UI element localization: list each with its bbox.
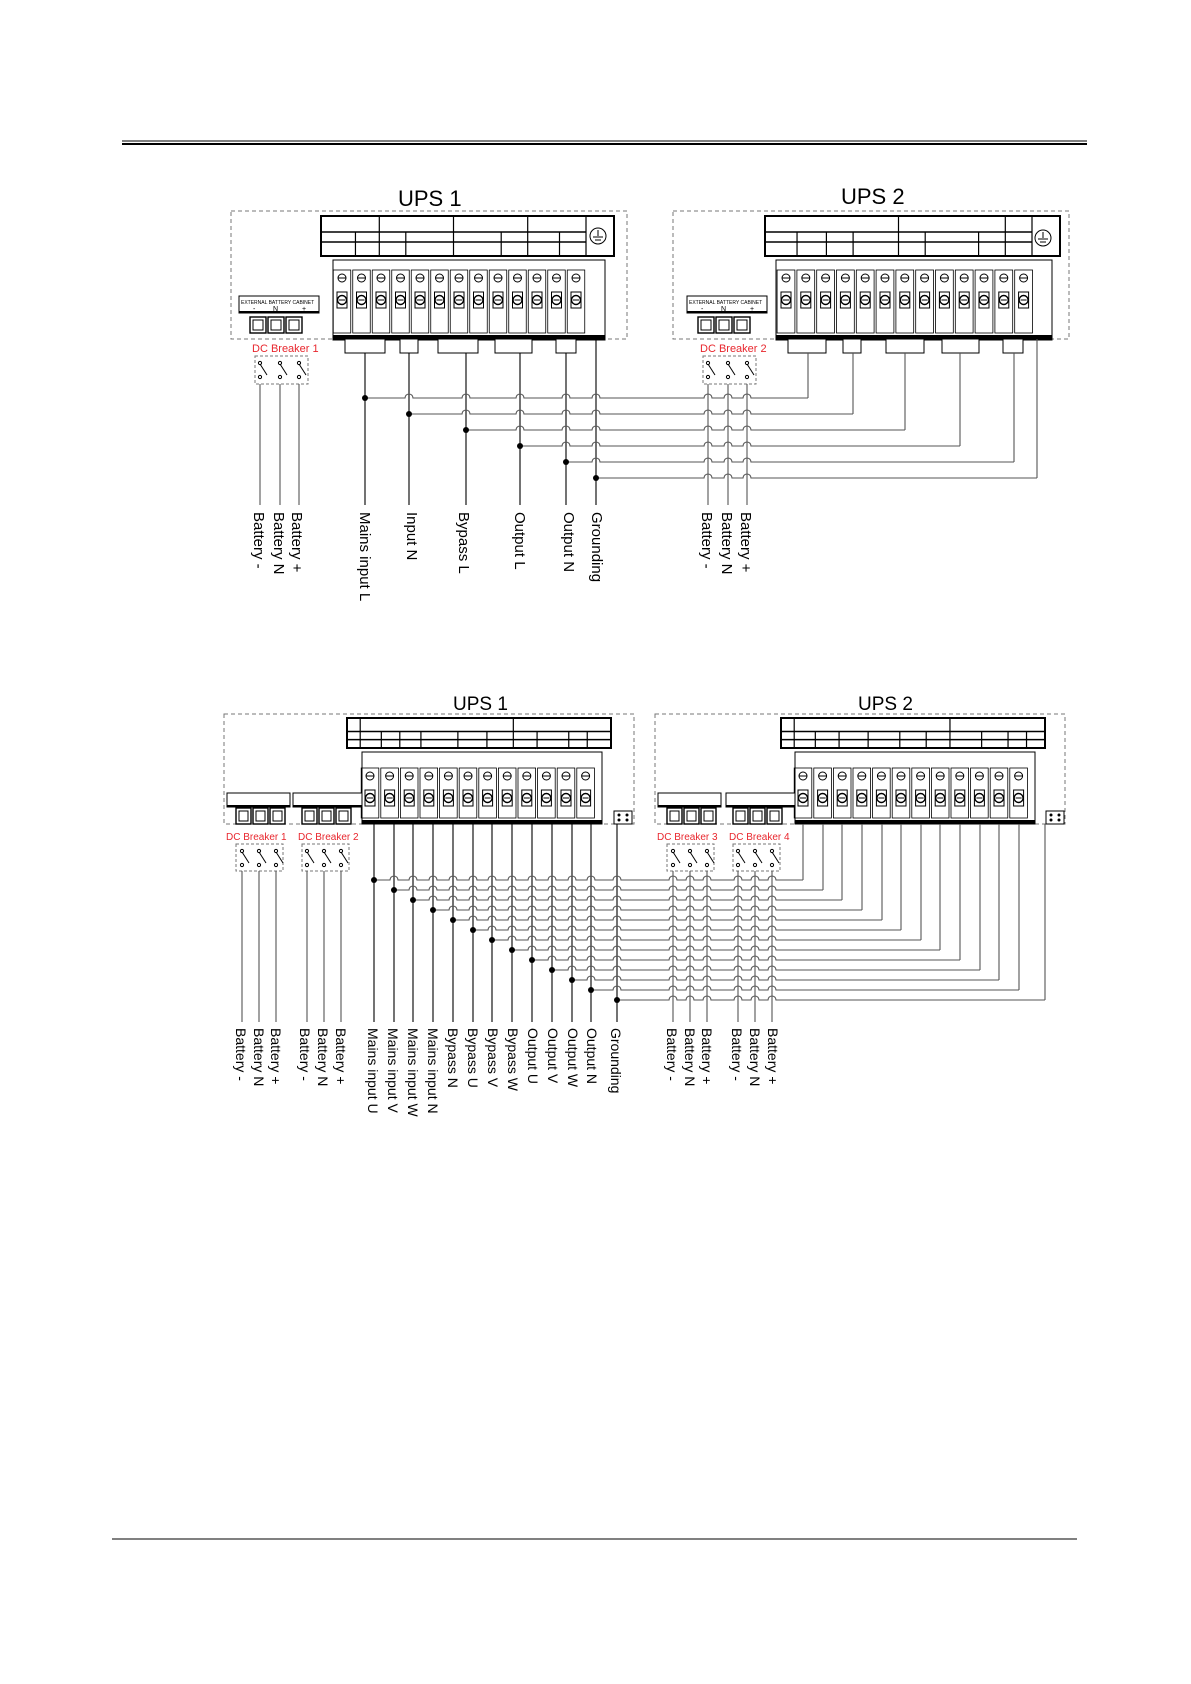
battery-terminal	[734, 317, 750, 333]
label-output-n: Output N	[560, 512, 577, 573]
wire	[433, 906, 862, 910]
battery-terminal	[684, 808, 699, 824]
terminal	[431, 270, 449, 333]
junction-dot	[529, 957, 535, 963]
label-battery-minus: Battery -	[664, 1028, 680, 1081]
junction-dot	[406, 411, 412, 417]
breaker-switch	[305, 849, 314, 866]
d1-ups2-terminal-block	[776, 260, 1052, 353]
terminal	[528, 270, 546, 333]
label-grounding: Grounding	[608, 1028, 624, 1094]
battery-terminal	[733, 808, 748, 824]
junction-dot	[549, 967, 555, 973]
header-rule	[122, 141, 1087, 144]
d2-ups2-panel	[781, 718, 1045, 748]
terminal	[509, 270, 527, 333]
label-battery-n: Battery N	[718, 512, 735, 575]
d2-battery-cabinet-1	[227, 793, 290, 824]
terminal	[856, 270, 874, 333]
d1-ups2-battery-cabinet	[687, 296, 767, 333]
diagram-three-phase	[224, 694, 1065, 1117]
wire	[473, 926, 901, 930]
d2-ups1-wire-labels	[233, 1028, 624, 1117]
terminal	[817, 270, 835, 333]
terminal	[498, 768, 516, 818]
d2-ups1-panel	[347, 718, 611, 748]
terminal	[853, 768, 871, 818]
label-bypass-l: Bypass L	[455, 512, 472, 574]
terminal	[777, 270, 795, 333]
battery-terminal	[268, 317, 284, 333]
label-mains-input-l: Mains input L	[356, 512, 373, 602]
breaker-switch	[688, 849, 697, 866]
battery-terminal	[750, 808, 765, 824]
wire	[572, 976, 999, 980]
terminal	[489, 270, 507, 333]
d2-dc-breaker-3: DC Breaker 3	[657, 832, 718, 843]
d2-ups2-unit	[655, 694, 1065, 871]
label-output-v: Output V	[545, 1028, 561, 1084]
terminal	[916, 270, 934, 333]
d2-ups2-wire-labels	[664, 1028, 781, 1086]
label-battery-plus: Battery +	[268, 1028, 284, 1085]
terminal	[450, 270, 468, 333]
label-battery-plus: Battery +	[765, 1028, 781, 1085]
label-battery-minus: Battery -	[729, 1028, 745, 1081]
battery-terminals	[302, 808, 351, 824]
junction-dot	[593, 475, 599, 481]
junction-dot	[450, 917, 456, 923]
wire	[520, 442, 960, 446]
label-bypass-u: Bypass U	[465, 1028, 481, 1088]
breaker-switch	[339, 849, 348, 866]
battery-terminals	[667, 808, 716, 824]
terminal	[990, 768, 1008, 818]
terminal	[975, 270, 993, 333]
battery-terminals	[250, 317, 302, 333]
breaker-switch	[706, 361, 715, 378]
label-battery-n: Battery N	[270, 512, 287, 575]
breaker-switch	[671, 849, 680, 866]
d1-ups1-terminal-block	[333, 260, 605, 353]
dc-breaker-switches	[706, 361, 754, 378]
terminal	[951, 768, 969, 818]
terminal	[381, 768, 399, 818]
d1-ups2-wire-labels	[698, 512, 754, 575]
terminal	[896, 270, 914, 333]
junction-dot	[517, 443, 523, 449]
d2-interconnect-wires	[242, 824, 1045, 1022]
terminal	[912, 768, 930, 818]
terminal	[936, 270, 954, 333]
breaker-switch	[257, 849, 266, 866]
terminal	[955, 270, 973, 333]
junction-dot	[371, 877, 377, 883]
terminal-bracket	[495, 339, 532, 353]
wire	[365, 394, 808, 398]
breaker-switch	[726, 361, 735, 378]
terminal	[400, 768, 418, 818]
junction-dot	[470, 927, 476, 933]
terminal	[995, 270, 1013, 333]
label-battery-n: Battery N	[251, 1028, 267, 1087]
wire	[453, 916, 882, 920]
terminal	[876, 270, 894, 333]
terminal-bracket	[345, 339, 385, 353]
battery-terminal	[302, 808, 317, 824]
battery-terminal	[236, 808, 251, 824]
breaker-switch	[278, 361, 287, 378]
wire	[591, 986, 1019, 990]
d2-battery-cabinet-3	[658, 793, 721, 824]
label-battery-n: Battery N	[747, 1028, 763, 1087]
battery-terminal	[270, 808, 285, 824]
diagram-single-phase	[231, 184, 1069, 601]
terminal	[361, 768, 379, 818]
breaker-switch	[297, 361, 306, 378]
battery-terminal-plus: +	[750, 306, 755, 313]
terminal	[814, 768, 832, 818]
terminal	[797, 270, 815, 333]
wire	[466, 426, 905, 430]
d1-ups1-title: UPS 1	[398, 186, 462, 211]
dc-breaker-switches	[258, 361, 306, 378]
wire	[532, 956, 960, 960]
junction-dot	[569, 977, 575, 983]
label-bypass-v: Bypass V	[485, 1028, 501, 1088]
terminal	[548, 270, 566, 333]
label-mains-input-w: Mains input W	[405, 1028, 421, 1117]
battery-terminal	[336, 808, 351, 824]
wire	[374, 876, 803, 880]
d1-ups2-unit	[673, 184, 1069, 384]
terminal	[333, 270, 351, 333]
battery-terminals	[733, 808, 782, 824]
terminal	[392, 270, 410, 333]
label-battery-minus: Battery -	[250, 512, 267, 569]
battery-terminal	[701, 808, 716, 824]
battery-terminal-minus: -	[701, 306, 704, 313]
d2-battery-cabinet-4	[726, 793, 795, 824]
junction-dot	[430, 907, 436, 913]
junction-dot	[410, 897, 416, 903]
d1-ups1-panel	[321, 216, 614, 256]
label-battery-minus: Battery -	[297, 1028, 313, 1081]
battery-terminal-minus: -	[253, 306, 256, 313]
breaker-switch	[753, 849, 762, 866]
d1-ups2-panel	[765, 216, 1060, 256]
d2-ups1-terminal-block	[361, 752, 602, 824]
terminal	[353, 270, 371, 333]
terminal	[470, 270, 488, 333]
junction-dot	[463, 427, 469, 433]
terminal-bracket	[400, 339, 418, 353]
terminal	[837, 270, 855, 333]
label-mains-input-n: Mains input N	[425, 1028, 441, 1114]
battery-terminal	[319, 808, 334, 824]
battery-terminals	[236, 808, 285, 824]
d2-dc-breaker-2: DC Breaker 2	[298, 832, 359, 843]
terminal	[892, 768, 910, 818]
breaker-switch	[240, 849, 249, 866]
battery-terminal	[286, 317, 302, 333]
d2-battery-cabinet-2	[293, 793, 362, 824]
terminal	[538, 768, 556, 818]
battery-terminal	[250, 317, 266, 333]
terminal-bracket	[788, 339, 826, 353]
terminal	[567, 270, 585, 333]
breaker-switch	[274, 849, 283, 866]
wire	[617, 996, 1045, 1000]
label-output-w: Output W	[565, 1028, 581, 1088]
terminal-bracket	[1003, 339, 1023, 353]
terminal-bracket	[843, 339, 861, 353]
terminal-bracket	[942, 339, 979, 353]
breaker-switch	[322, 849, 331, 866]
wire	[394, 886, 823, 890]
battery-cabinet-label: EXTERNAL BATTERY CABINET	[689, 300, 763, 306]
label-battery-n: Battery N	[682, 1028, 698, 1087]
d2-ups2-title: UPS 2	[858, 694, 913, 715]
label-bypass-w: Bypass W	[505, 1028, 521, 1092]
junction-dot	[391, 887, 397, 893]
d1-ups1-wire-labels	[250, 512, 605, 601]
terminal-bracket	[438, 339, 478, 353]
terminal-bracket	[886, 339, 924, 353]
terminal	[1010, 768, 1028, 818]
label-battery-minus: Battery -	[233, 1028, 249, 1081]
label-output-n: Output N	[584, 1028, 600, 1085]
terminal	[873, 768, 891, 818]
label-battery-plus: Battery +	[699, 1028, 715, 1085]
junction-dot	[614, 997, 620, 1003]
terminal	[931, 768, 949, 818]
terminal	[577, 768, 595, 818]
terminal	[833, 768, 851, 818]
junction-dot	[362, 395, 368, 401]
terminal	[459, 768, 477, 818]
d1-dc-breaker-1: DC Breaker 1	[252, 343, 319, 355]
terminal	[479, 768, 497, 818]
terminal	[420, 768, 438, 818]
connector-icon	[1046, 811, 1064, 824]
terminal	[411, 270, 429, 333]
battery-cabinet-label: EXTERNAL BATTERY CABINET	[241, 300, 315, 306]
d1-interconnect-wires	[260, 339, 1037, 505]
junction-dot	[509, 947, 515, 953]
label-mains-input-v: Mains input V	[385, 1028, 401, 1113]
label-grounding: Grounding	[588, 512, 605, 583]
dc-breaker-switches	[240, 849, 348, 866]
label-battery-plus: Battery +	[333, 1028, 349, 1085]
d1-ups1-battery-cabinet	[239, 296, 319, 333]
label-bypass-n: Bypass N	[445, 1028, 461, 1088]
battery-terminal	[253, 808, 268, 824]
battery-terminal-n: N	[721, 306, 727, 313]
d2-dc-breaker-1: DC Breaker 1	[226, 832, 287, 843]
d1-dc-breaker-2: DC Breaker 2	[700, 343, 767, 355]
terminal	[518, 768, 536, 818]
breaker-switch	[258, 361, 267, 378]
terminal	[372, 270, 390, 333]
terminal	[794, 768, 812, 818]
label-input-n: Input N	[403, 512, 420, 561]
terminal-bracket	[556, 339, 576, 353]
connector-icon	[614, 811, 632, 824]
label-battery-n: Battery N	[315, 1028, 331, 1087]
breaker-switch	[705, 849, 714, 866]
label-mains-input-u: Mains input U	[365, 1028, 381, 1114]
battery-terminal-n: N	[273, 306, 279, 313]
junction-dot	[489, 937, 495, 943]
wire	[552, 966, 980, 970]
terminal	[557, 768, 575, 818]
battery-terminal-plus: +	[302, 306, 307, 313]
wire	[566, 458, 1014, 462]
d2-dc-breaker-4: DC Breaker 4	[729, 832, 790, 843]
battery-terminal	[698, 317, 714, 333]
battery-terminal	[716, 317, 732, 333]
battery-terminals	[698, 317, 750, 333]
wire	[512, 946, 940, 950]
wire	[596, 474, 1037, 478]
label-battery-plus: Battery +	[737, 512, 754, 573]
label-output-l: Output L	[511, 512, 528, 570]
wire	[413, 896, 842, 900]
terminal	[440, 768, 458, 818]
d1-ups1-unit	[231, 186, 627, 384]
terminal	[971, 768, 989, 818]
dc-breaker-switches	[671, 849, 779, 866]
breaker-switch	[770, 849, 779, 866]
d2-ups1-title: UPS 1	[453, 694, 508, 715]
terminal	[1015, 270, 1033, 333]
d1-ups2-title: UPS 2	[841, 184, 905, 209]
breaker-switch	[745, 361, 754, 378]
wire	[409, 410, 853, 414]
label-output-u: Output U	[525, 1028, 541, 1085]
breaker-switch	[736, 849, 745, 866]
d2-ups2-terminal-block	[794, 752, 1035, 824]
label-battery-plus: Battery +	[288, 512, 305, 573]
battery-terminal	[767, 808, 782, 824]
battery-terminal	[667, 808, 682, 824]
label-battery-minus: Battery -	[698, 512, 715, 569]
junction-dot	[563, 459, 569, 465]
junction-dot	[588, 987, 594, 993]
